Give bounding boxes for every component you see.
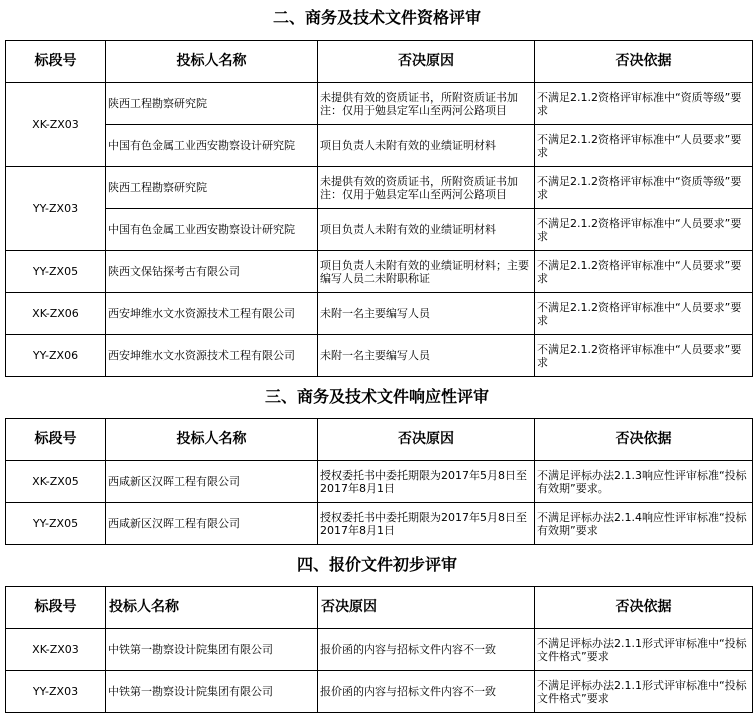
basis-cell: 不满足评标办法2.1.4响应性评审标准“投标有效期”要求: [535, 503, 753, 545]
header-bidder-name: 投标人名称: [106, 587, 318, 629]
basis-cell: 不满足2.1.2资格评审标准中“人员要求”要求: [535, 293, 753, 335]
basis-cell: 不满足2.1.2资格评审标准中“人员要求”要求: [535, 209, 753, 251]
basis-cell: 不满足评标办法2.1.3响应性评审标准“投标有效期”要求。: [535, 461, 753, 503]
header-bidder-name: 投标人名称: [106, 41, 318, 83]
section-title-responsiveness: 三、商务及技术文件响应性评审: [264, 387, 489, 406]
bidder-cell: 西安坤维水文水资源技术工程有限公司: [106, 293, 318, 335]
basis-cell: 不满足评标办法2.1.1形式评审标准中“投标文件格式”要求: [535, 671, 753, 713]
section-title-qualification: 二、商务及技术文件资格评审: [272, 8, 481, 27]
table-header-row: [6, 587, 753, 629]
section-code-cell: YY-ZX06: [6, 335, 106, 377]
table-row: [6, 251, 753, 293]
table-row: [6, 125, 753, 167]
section-code-cell: XK-ZX03: [6, 629, 106, 671]
reason-cell: 未提供有效的资质证书，所附资质证书加注：仅用于勉县定军山至两河公路项目: [318, 83, 535, 125]
reason-cell: 报价函的内容与招标文件内容不一致: [318, 629, 535, 671]
table-row: [6, 335, 753, 377]
table-row: [6, 209, 753, 251]
bidder-cell: 中国有色金属工业西安勘察设计研究院: [106, 125, 318, 167]
table-row: [6, 83, 753, 125]
section-code-cell: YY-ZX05: [6, 503, 106, 545]
table-header-row: [6, 419, 753, 461]
bidder-cell: 陕西工程勘察研究院: [106, 83, 318, 125]
basis-cell: 不满足评标办法2.1.1形式评审标准中“投标文件格式”要求: [535, 629, 753, 671]
bidder-cell: 西咸新区汉晖工程有限公司: [106, 503, 318, 545]
reason-cell: 项目负责人未附有效的业绩证明材料: [318, 125, 535, 167]
reason-cell: 未提供有效的资质证书，所附资质证书加注：仅用于勉县定军山至两河公路项目: [318, 167, 535, 209]
bidder-cell: 西咸新区汉晖工程有限公司: [106, 461, 318, 503]
section-code-cell: YY-ZX03: [6, 167, 106, 251]
bidder-cell: 陕西工程勘察研究院: [106, 167, 318, 209]
header-reject-reason: 否决原因: [318, 41, 535, 83]
header-section-code: 标段号: [6, 419, 106, 461]
section-title-pricing: 四、报价文件初步评审: [296, 555, 457, 574]
reason-cell: 项目负责人未附有效的业绩证明材料: [318, 209, 535, 251]
responsiveness-review-table: [5, 418, 753, 545]
reason-cell: 授权委托书中委托期限为2017年5月8日至2017年8月1日: [318, 461, 535, 503]
header-section-code: 标段号: [6, 41, 106, 83]
table-row: [6, 629, 753, 671]
reason-cell: 未附一名主要编写人员: [318, 335, 535, 377]
header-reject-reason: 否决原因: [318, 587, 535, 629]
bidder-cell: 中国有色金属工业西安勘察设计研究院: [106, 209, 318, 251]
header-bidder-name: 投标人名称: [106, 419, 318, 461]
section-code-cell: XK-ZX06: [6, 293, 106, 335]
table-row: [6, 461, 753, 503]
basis-cell: 不满足2.1.2资格评审标准中“人员要求”要求: [535, 125, 753, 167]
basis-cell: 不满足2.1.2资格评审标准中“资质等级”要求: [535, 167, 753, 209]
basis-cell: 不满足2.1.2资格评审标准中“人员要求”要求: [535, 251, 753, 293]
header-reject-basis: 否决依据: [535, 587, 753, 629]
header-reject-reason: 否决原因: [318, 419, 535, 461]
reason-cell: 报价函的内容与招标文件内容不一致: [318, 671, 535, 713]
bidder-cell: 西安坤维水文水资源技术工程有限公司: [106, 335, 318, 377]
header-reject-basis: 否决依据: [535, 41, 753, 83]
pricing-review-table: [5, 586, 753, 713]
section-code-cell: YY-ZX03: [6, 671, 106, 713]
bidder-cell: 中铁第一勘察设计院集团有限公司: [106, 629, 318, 671]
table-header-row: [6, 41, 753, 83]
section-code-cell: XK-ZX03: [6, 83, 106, 167]
table-row: [6, 167, 753, 209]
header-section-code: 标段号: [6, 587, 106, 629]
reason-cell: 未附一名主要编写人员: [318, 293, 535, 335]
basis-cell: 不满足2.1.2资格评审标准中“资质等级”要求: [535, 83, 753, 125]
qualification-review-table: [5, 40, 753, 377]
header-reject-basis: 否决依据: [535, 419, 753, 461]
section-code-cell: YY-ZX05: [6, 251, 106, 293]
table-row: [6, 293, 753, 335]
bidder-cell: 陕西文保钻探考古有限公司: [106, 251, 318, 293]
bidder-cell: 中铁第一勘察设计院集团有限公司: [106, 671, 318, 713]
section-code-cell: XK-ZX05: [6, 461, 106, 503]
reason-cell: 项目负责人未附有效的业绩证明材料；主要编写人员二未附职称证: [318, 251, 535, 293]
table-row: [6, 503, 753, 545]
reason-cell: 授权委托书中委托期限为2017年5月8日至2017年8月1日: [318, 503, 535, 545]
basis-cell: 不满足2.1.2资格评审标准中“人员要求”要求: [535, 335, 753, 377]
table-row: [6, 671, 753, 713]
